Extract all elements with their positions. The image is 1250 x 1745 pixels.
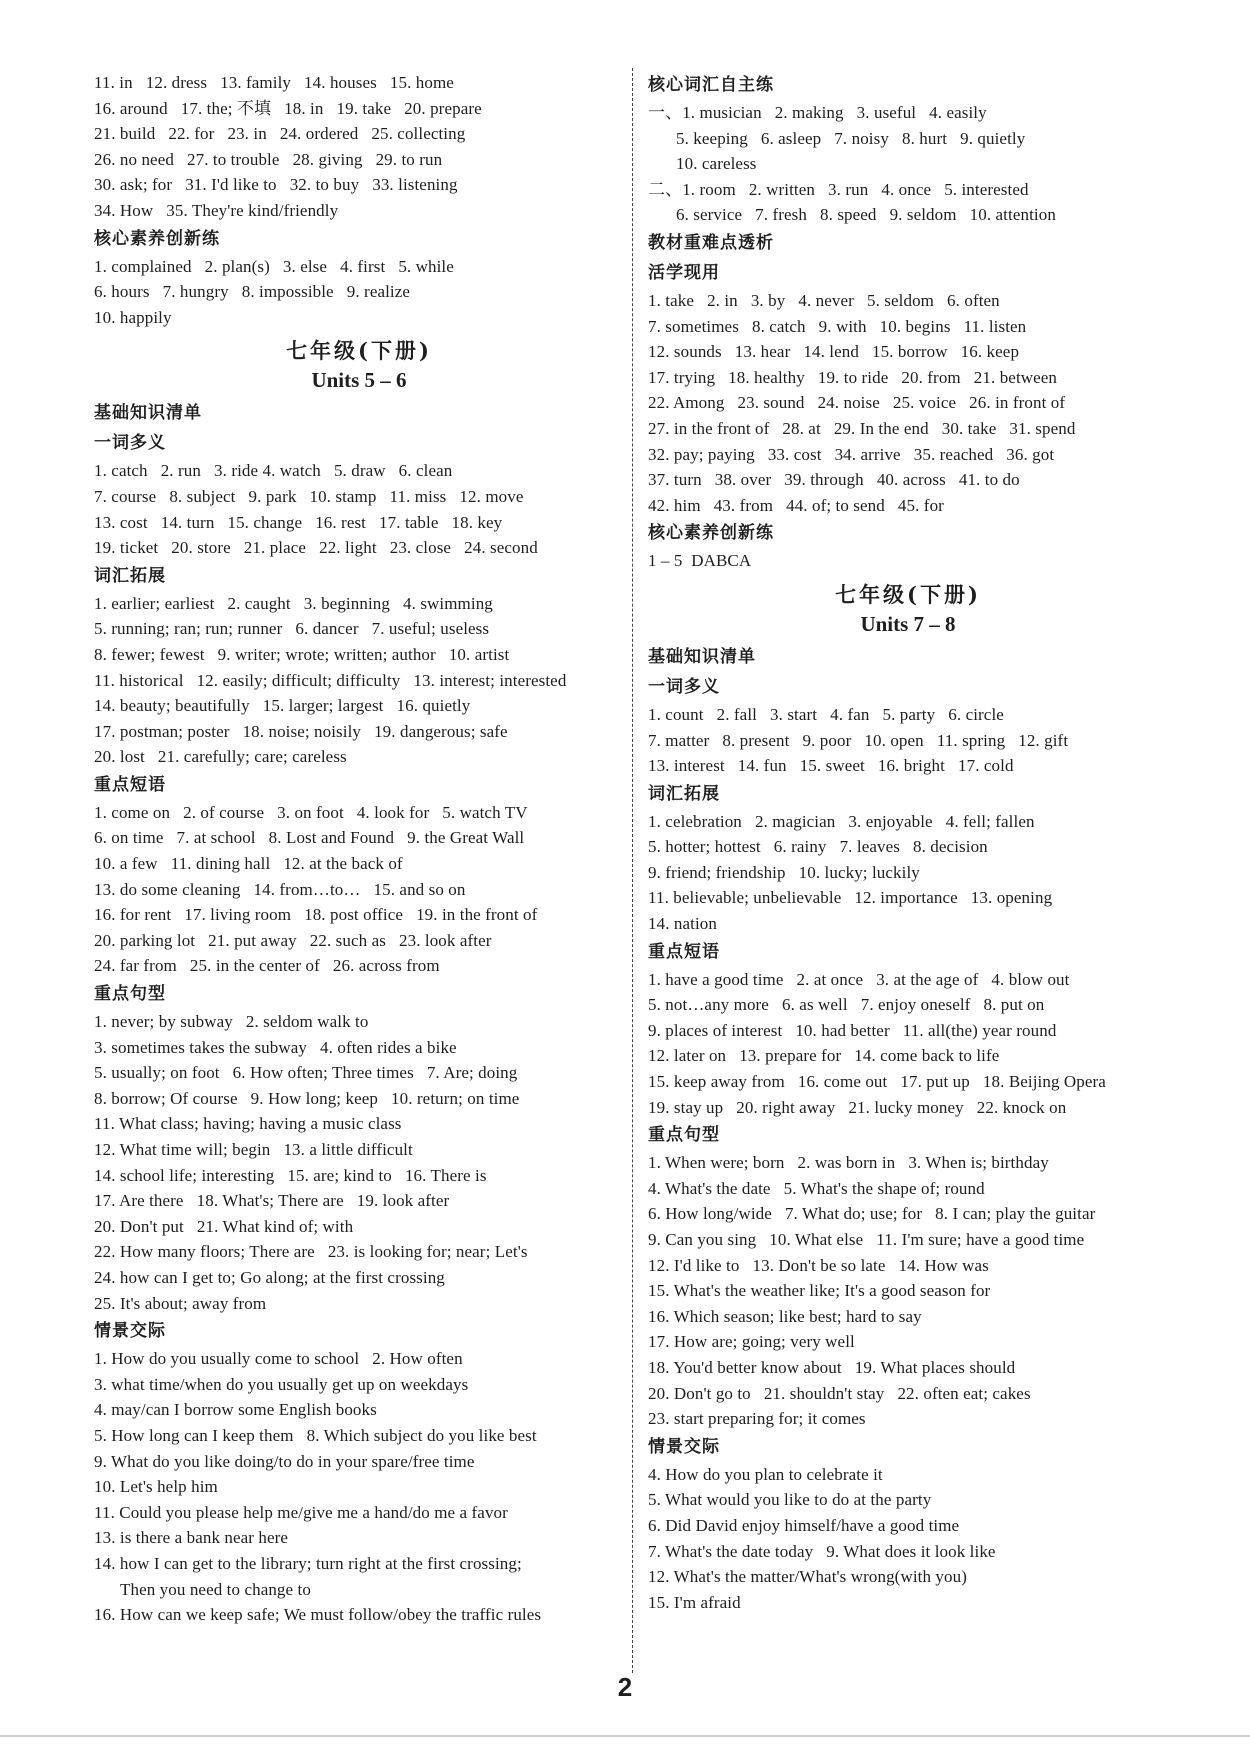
answer-line: 24. how can I get to; Go along; at the first crossing [94, 1267, 445, 1287]
answer-line: 17. trying 18. healthy 19. to ride 20. from 21. between [648, 367, 1058, 387]
phrase-answers-2 [648, 967, 1168, 1121]
answer-line: 14. school life; interesting 15. are; kind to 16. There is [94, 1165, 487, 1185]
answer-line: 3. sometimes takes the subway 4. often rides a bike [94, 1037, 457, 1057]
core-vocab-part2-cont [648, 202, 1168, 228]
column-divider [632, 68, 633, 1673]
answer-line: 22. Among 23. sound 24. noise 25. voice 26. in front of [648, 393, 1066, 413]
vocabulary-answers [94, 591, 624, 770]
answer-line: 6. hours 7. hungry 8. impossible 9. realize [94, 282, 411, 302]
vocabulary-answers-2 [648, 809, 1168, 937]
answer-line: 9. Can you sing 10. What else 11. I'm sure; have a good time [648, 1230, 1085, 1249]
situational-answers-2 [648, 1462, 1168, 1616]
answer-line: 19. ticket 20. store 21. place 22. light 23. close 24. second [94, 538, 538, 558]
answer-line: 37. turn 38. over 39. through 40. across 41. to do [648, 470, 1020, 490]
answer-line: 25. It's about; away from [94, 1293, 267, 1313]
answer-line: 1. When were; born 2. was born in 3. When is; birthday [648, 1153, 1049, 1173]
answer-line: 15. keep away from 16. come out 17. put up 18. Beijing Opera [648, 1072, 1106, 1092]
answer-line: 1. complained 2. plan(s) 3. else 4. first 5. while [94, 256, 454, 276]
answer-line: 5. usually; on foot 6. How often; Three times 7. Are; doing [94, 1063, 518, 1083]
answer-line: 6. Did David enjoy himself/have a good time [648, 1515, 960, 1535]
section-heading-practice: 活学现用 [648, 262, 720, 283]
answer-line: 7. course 8. subject 9. park 10. stamp 11. miss 12. move [94, 486, 524, 506]
answer-line: 7. What's the date today 9. What does it look like [648, 1541, 996, 1561]
section-heading-situational-2: 情景交际 [648, 1436, 720, 1457]
answer-line: 13. do some cleaning 14. from…to… 15. and so on [94, 879, 466, 899]
answer-line: 24. far from 25. in the center of 26. across from [94, 956, 440, 976]
practice-answers [648, 288, 1168, 518]
answer-line: 10. Let's help him [94, 1477, 218, 1497]
answer-line: 34. How 35. They're kind/friendly [94, 200, 339, 220]
answer-line: 20. parking lot 21. put away 22. such as 23. look after [94, 930, 492, 950]
answer-line: 12. later on 13. prepare for 14. come back to life [648, 1046, 1000, 1066]
intro-answers [94, 70, 624, 224]
phrase-answers [94, 800, 624, 979]
answer-line: 1. take 2. in 3. by 4. never 5. seldom 6. often [648, 290, 1000, 310]
answer-line: 12. sounds 13. hear 14. lend 15. borrow 16. keep [648, 342, 1020, 362]
answer-line: 1. have a good time 2. at once 3. at the age of 4. blow out [648, 969, 1070, 989]
answer-line: 11. Could you please help me/give me a hand/do me a favor [94, 1502, 508, 1522]
section-heading-basic-knowledge-2: 基础知识清单 [648, 646, 756, 667]
answer-line: 10. happily [94, 307, 172, 327]
answer-line: 15. I'm afraid [648, 1592, 741, 1612]
answer-line: 4. How do you plan to celebrate it [648, 1464, 883, 1484]
section-heading-core-literacy: 核心素养创新练 [94, 228, 220, 249]
answer-line: 10. a few 11. dining hall 12. at the back of [94, 854, 403, 874]
answer-line: 16. for rent 17. living room 18. post office 19. in the front of [94, 905, 538, 925]
answer-line: 5. hotter; hottest 6. rainy 7. leaves 8. decision [648, 837, 988, 857]
section-heading-situational: 情景交际 [94, 1321, 166, 1342]
answer-line: 5. What would you like to do at the party [648, 1490, 932, 1510]
answer-line: 5. not…any more 6. as well 7. enjoy oneself 8. put on [648, 995, 1045, 1015]
answer-line: 9. friend; friendship 10. lucky; luckily [648, 862, 920, 882]
answer-line: 4. may/can I borrow some English books [94, 1400, 377, 1420]
situational-last: 16. How can we keep safe; We must follow/obey the traffic rules [94, 1605, 542, 1625]
units-title-2: Units 7 – 8 [860, 611, 956, 636]
answer-line: 26. no need 27. to trouble 28. giving 29. to run [94, 149, 443, 169]
answer-line: 8. borrow; Of course 9. How long; keep 10. return; on time [94, 1088, 520, 1108]
answer-line: 17. How are; going; very well [648, 1332, 855, 1352]
answer-line: 二、1. room 2. written 3. run 4. once 5. interested [648, 179, 1029, 199]
answer-line: 14. how I can get to the library; turn right at the first crossing; [94, 1553, 522, 1573]
section-heading-polysemy-2: 一词多义 [648, 676, 720, 697]
answer-line: 7. sometimes 8. catch 9. with 10. begins 11. listen [648, 316, 1027, 336]
situational-continuation: Then you need to change to [120, 1579, 311, 1599]
section-heading-basic-knowledge: 基础知识清单 [94, 403, 202, 424]
answer-line: 13. is there a bank near here [94, 1528, 289, 1548]
answer-line: 1. earlier; earliest 2. caught 3. beginning 4. swimming [94, 593, 493, 613]
answer-line: 20. lost 21. carefully; care; careless [94, 747, 347, 767]
answer-line: 11. in 12. dress 13. family 14. houses 15. home [94, 73, 454, 92]
answer-line: 14. beauty; beautifully 15. larger; largest 16. quietly [94, 696, 471, 716]
section-heading-vocabulary-2: 词汇拓展 [648, 783, 720, 804]
answer-line: 一、1. musician 2. making 3. useful 4. easily [648, 103, 987, 122]
polysemy-answers [94, 458, 624, 560]
answer-line: 32. pay; paying 33. cost 34. arrive 35. reached 36. got [648, 444, 1055, 464]
answer-line: 12. What time will; begin 13. a little difficult [94, 1140, 413, 1159]
polysemy-answers-2 [648, 702, 1168, 779]
answer-line: 12. I'd like to 13. Don't be so late 14. How was [648, 1255, 989, 1275]
answer-line: 5. How long can I keep them 8. Which subject do you like best [94, 1425, 537, 1445]
answer-line: 10. careless [676, 154, 757, 174]
section-heading-sentences: 重点句型 [94, 984, 166, 1005]
answer-line: 1. count 2. fall 3. start 4. fan 5. party 6. circle [648, 704, 1004, 724]
grade-title-2: 七年级(下册) [835, 581, 981, 607]
answer-line: 14. nation [648, 914, 717, 934]
answer-line: 22. How many floors; There are 23. is looking for; near; Let's [94, 1242, 528, 1262]
answer-line: 1. celebration 2. magician 3. enjoyable 4. fell; fallen [648, 811, 1035, 831]
core-vocab-part1 [648, 100, 1168, 126]
answer-line: 23. start preparing for; it comes [648, 1409, 866, 1429]
answer-line: 9. What do you like doing/to do in your spare/free time [94, 1451, 475, 1471]
answer-line: 13. interest 14. fun 15. sweet 16. bright 17. cold [648, 756, 1014, 776]
answer-line: 7. matter 8. present 9. poor 10. open 11. spring 12. gift [648, 730, 1069, 750]
section-heading-key-points: 教材重难点透析 [648, 232, 774, 253]
section-heading-phrases: 重点短语 [94, 774, 166, 795]
answer-line: 5. keeping 6. asleep 7. noisy 8. hurt 9. quietly [676, 128, 1026, 148]
answer-line: 17. postman; poster 18. noise; noisily 19. dangerous; safe [94, 721, 508, 741]
answer-line: 8. fewer; fewest 9. writer; wrote; written; author 10. artist [94, 644, 510, 664]
answer-line: 20. Don't put 21. What kind of; with [94, 1216, 354, 1236]
answer-line: 4. What's the date 5. What's the shape of; round [648, 1178, 985, 1198]
situational-answers [94, 1346, 624, 1576]
section-heading-vocabulary: 词汇拓展 [94, 565, 166, 586]
right-column [648, 70, 1168, 1615]
bottom-rule [0, 1735, 1250, 1737]
answer-line: 13. cost 14. turn 15. change 16. rest 17. table 18. key [94, 512, 503, 532]
answer-line: 1. How do you usually come to school 2. How often [94, 1349, 463, 1369]
answer-line: 21. build 22. for 23. in 24. ordered 25. collecting [94, 124, 466, 144]
answer-line: 27. in the front of 28. at 29. In the end 30. take 31. spend [648, 418, 1076, 438]
core-literacy-answers-2 [648, 548, 1168, 574]
answer-line: 16. Which season; like best; hard to say [648, 1306, 922, 1326]
answer-line: 1. never; by subway 2. seldom walk to [94, 1012, 369, 1032]
answer-line: 15. What's the weather like; It's a good season for [648, 1281, 991, 1301]
answer-line: 6. on time 7. at school 8. Lost and Found 9. the Great Wall [94, 828, 525, 848]
core-literacy-answers [94, 254, 624, 331]
answer-line: 30. ask; for 31. I'd like to 32. to buy 33. listening [94, 175, 458, 195]
answer-line: 16. around 17. the; 不填 18. in 19. take 20. prepare [94, 98, 482, 118]
core-vocab-part1-cont [648, 126, 1168, 177]
sentence-answers [94, 1009, 624, 1316]
page-number: 2 [617, 1672, 633, 1702]
sentence-answers-2 [648, 1150, 1168, 1432]
answer-line: 11. What class; having; having a music class [94, 1114, 402, 1134]
answer-line: 5. running; ran; run; runner 6. dancer 7. useful; useless [94, 619, 490, 639]
answer-line: 11. historical 12. easily; difficult; difficulty 13. interest; interested [94, 670, 567, 690]
answer-line: 1. come on 2. of course 3. on foot 4. look for 5. watch TV [94, 802, 528, 822]
answer-line: 6. How long/wide 7. What do; use; for 8. I can; play the guitar [648, 1204, 1096, 1224]
answer-line: 12. What's the matter/What's wrong(with you) [648, 1567, 967, 1587]
core-vocab-part2 [648, 177, 1168, 203]
units-title: Units 5 – 6 [311, 368, 407, 393]
answer-line: 3. what time/when do you usually get up on weekdays [94, 1374, 469, 1394]
answer-line: 17. Are there 18. What's; There are 19. look after [94, 1191, 450, 1211]
answer-line: 6. service 7. fresh 8. speed 9. seldom 10. attention [676, 205, 1056, 225]
answer-line: 42. him 43. from 44. of; to send 45. for [648, 495, 944, 515]
left-column [94, 70, 624, 1628]
answer-line: 19. stay up 20. right away 21. lucky money 22. knock on [648, 1097, 1067, 1117]
grade-title: 七年级(下册) [286, 338, 432, 364]
section-heading-polysemy: 一词多义 [94, 433, 166, 454]
section-heading-core-vocab: 核心词汇自主练 [648, 75, 774, 95]
answer-line: 9. places of interest 10. had better 11. all(the) year round [648, 1020, 1057, 1040]
answer-line: 20. Don't go to 21. shouldn't stay 22. often eat; cakes [648, 1383, 1031, 1403]
section-heading-sentences-2: 重点句型 [648, 1125, 720, 1146]
answer-line: 18. You'd better know about 19. What places should [648, 1357, 1016, 1377]
answer-line: 1 – 5 DABCA [648, 551, 752, 571]
section-heading-phrases-2: 重点短语 [648, 941, 720, 962]
answer-line: 11. believable; unbelievable 12. importance 13. opening [648, 888, 1053, 908]
answer-line: 1. catch 2. run 3. ride 4. watch 5. draw 6. clean [94, 461, 453, 481]
section-heading-core-literacy-2: 核心素养创新练 [648, 523, 774, 544]
